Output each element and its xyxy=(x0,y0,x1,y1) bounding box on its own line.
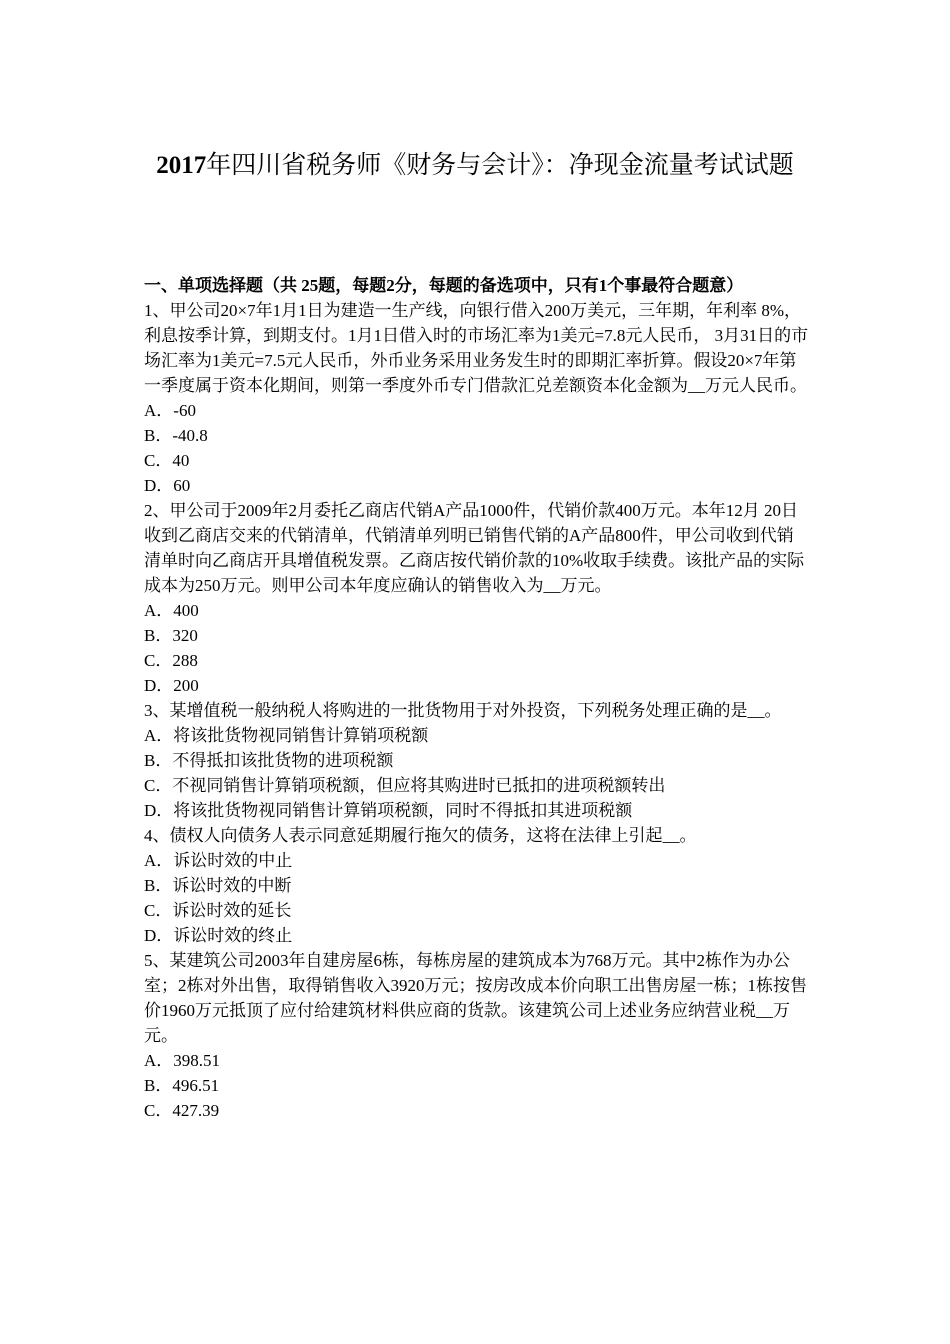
question-2-option-c: C．288 xyxy=(144,651,198,670)
question-2-option-d: D．200 xyxy=(144,676,199,695)
question-4-option-c: C．诉讼时效的延长 xyxy=(144,901,292,920)
section-heading: 一、单项选择题（共 25题，每题2分，每题的备选项中，只有1个事最符合题意） xyxy=(144,276,744,295)
question-3: 3、某增值税一般纳税人将购进的一批货物用于对外投资，下列税务处理正确的是__。 xyxy=(144,701,782,720)
question-2-option-a: A．400 xyxy=(144,601,199,620)
title-year: 2017 xyxy=(156,152,207,179)
question-1-option-d: D．60 xyxy=(144,476,191,495)
question-2: 2、甲公司于2009年2月委托乙商店代销A产品1000件，代销价款400万元。本年12月 20日收到乙商店交来的代销清单，代销清单列明已销售代销的A产品800件，甲公司收到代销清单时向乙商店开具增值税发票。乙商店按代销价款的10%收取手续费。该批产品的实际成本为250万元。则甲公司本年度应确认的销售收入为__万元。 xyxy=(144,501,805,595)
question-1: 1、甲公司20×7年1月1日为建造一生产线，向银行借入200万美元，三年期，年利率 8%，利息按季计算，到期支付。1月1日借入时的市场汇率为1美元=7.8元人民币， 3月31日的市场汇率为1美元=7.5元人民币，外币业务采用业务发生时的即期汇率折算。假设20×7年第一季度属于资本化期间，则第一季度外币专门借款汇兑差额资本化金额为__万元人民币。 xyxy=(144,301,809,395)
question-3-option-b: B．不得抵扣该批货物的进项税额 xyxy=(144,751,394,770)
question-5-option-c: C．427.39 xyxy=(144,1101,220,1120)
question-1-option-a: A．-60 xyxy=(144,401,196,420)
page-title xyxy=(130,138,820,194)
question-5-option-a: A．398.51 xyxy=(144,1051,221,1070)
document-body xyxy=(144,273,810,1123)
question-3-option-c: C．不视同销售计算销项税额，但应将其购进时已抵扣的进项税额转出 xyxy=(144,776,666,795)
question-5-option-b: B．496.51 xyxy=(144,1076,220,1095)
question-5: 5、某建筑公司2003年自建房屋6栋，每栋房屋的建筑成本为768万元。其中2栋作为办公室；2栋对外出售，取得销售收入3920万元；按房改成本价向职工出售房屋一栋；1栋按售价1960万元抵顶了应付给建筑材料供应商的货款。该建筑公司上述业务应纳营业税__万元。 xyxy=(144,951,807,1045)
title-text: 年四川省税务师《财务与会计》：净现金流量考试试题 xyxy=(206,152,794,179)
question-4-option-a: A．诉讼时效的中止 xyxy=(144,851,293,870)
question-4-option-b: B．诉讼时效的中断 xyxy=(144,876,292,895)
question-3-option-d: D．将该批货物视同销售计算销项税额，同时不得抵扣其进项税额 xyxy=(144,801,633,820)
question-2-option-b: B．320 xyxy=(144,626,198,645)
question-3-option-a: A．将该批货物视同销售计算销项税额 xyxy=(144,726,429,745)
question-4-option-d: D．诉讼时效的终止 xyxy=(144,926,293,945)
question-4: 4、债权人向债务人表示同意延期履行拖欠的债务，这将在法律上引起__。 xyxy=(144,826,697,845)
question-1-option-c: C．40 xyxy=(144,451,190,470)
question-1-option-b: B．-40.8 xyxy=(144,426,208,445)
